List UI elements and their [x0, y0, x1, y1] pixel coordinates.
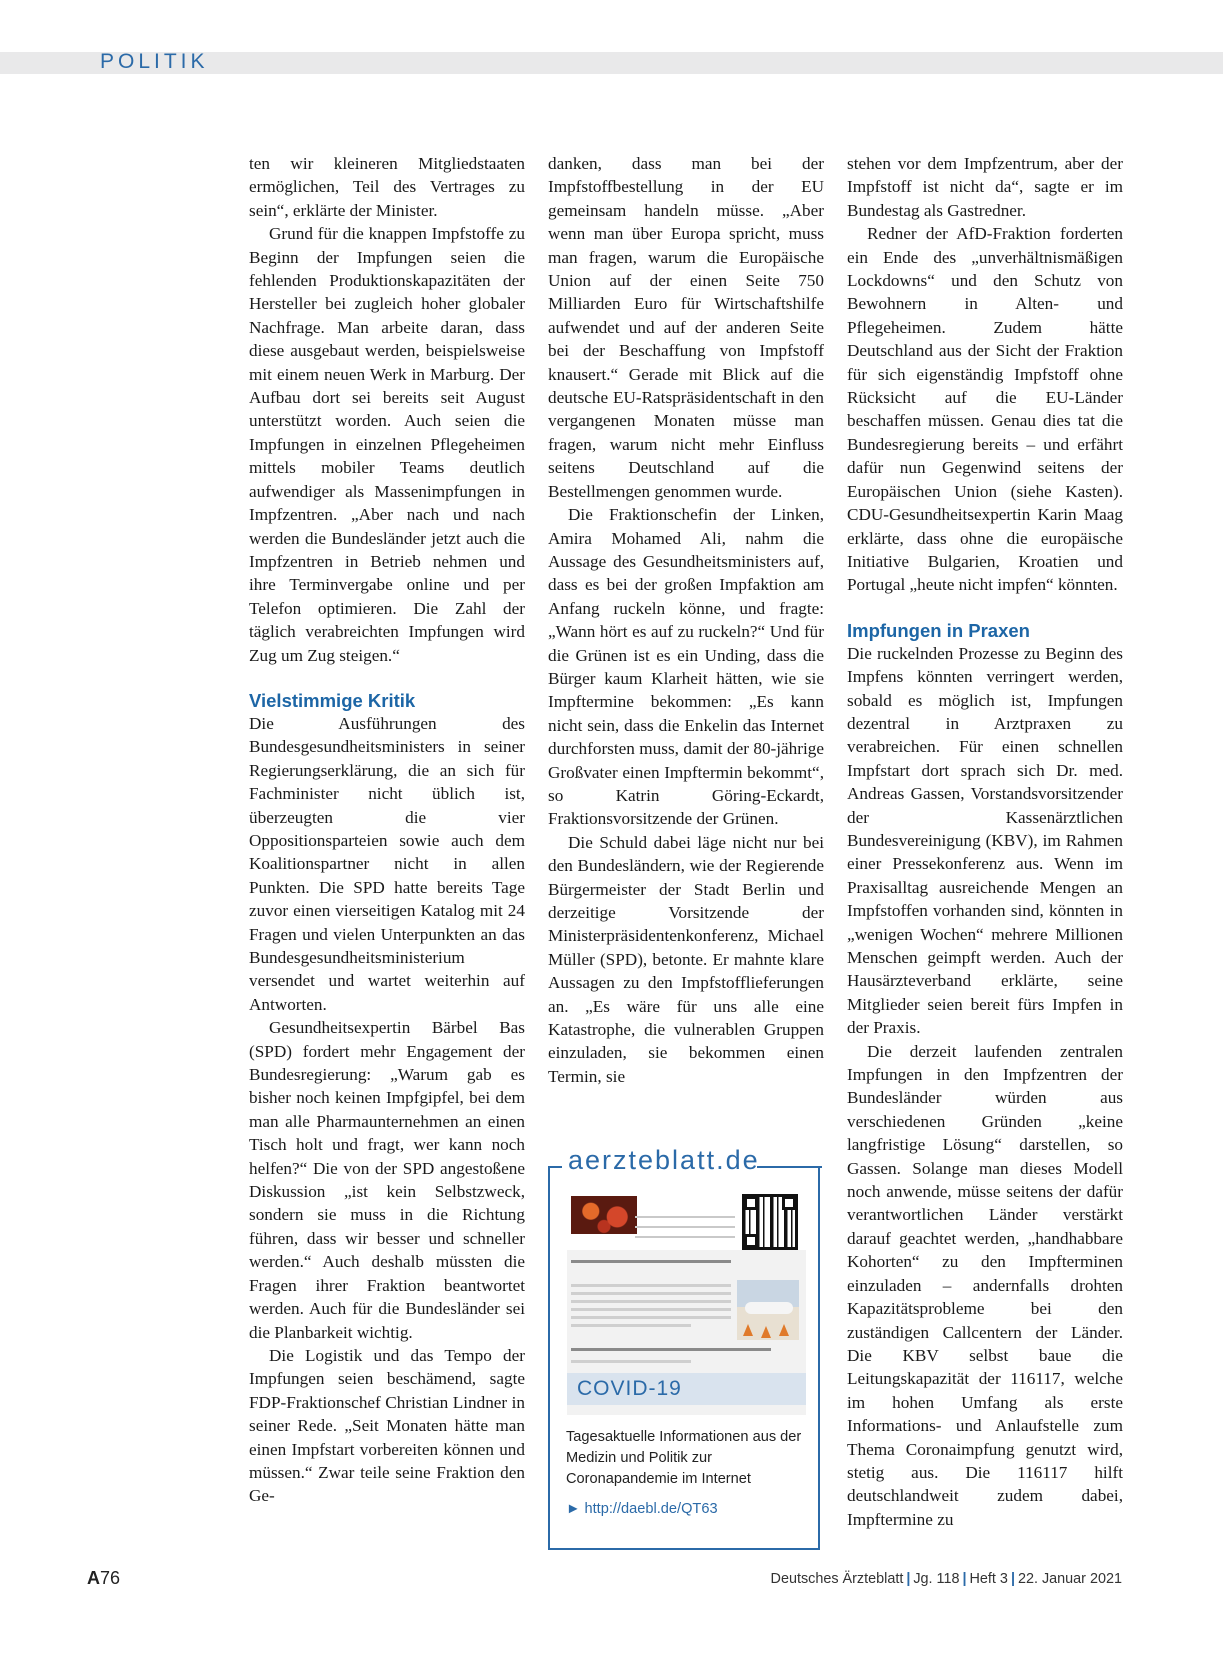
paragraph: Redner der AfD-Fraktion forderten ein Ende des „unverhältnismäßigen Lockdowns“ und den Schutz von Bewohnern in Alten- und Pflegeheimen. Zudem hätte Deutschland aus der Sicht der Fraktion für sich eigenständig Impfstoff ohne Rücksicht auf die EU-Länder beschaffen müssen. Genau dies tat die Bundesregierung bereits – und erfährt dafür nun Gegenwind seitens der Europäischen Union (siehe Kasten). CDU-Gesundheitsexpertin Karin Maag erklärte, dass ohne die europäische Initiative Bulgarien, Kroatien und Portugal „heute nicht impfen“ könnten.: [847, 224, 1123, 595]
subheading: Vielstimmige Kritik: [249, 689, 416, 711]
screenshot-text: [571, 1292, 731, 1295]
paragraph: stehen vor dem Impfzentrum, aber der Impfstoff ist nicht da“, sagte er im Bundestag als Gastredner.: [847, 154, 1123, 220]
qr-code-icon: [742, 1194, 798, 1250]
paragraph: Die Schuld dabei läge nicht nur bei den Bundesländern, wie der Regierende Bürgermeister der Stadt Berlin und derzeitige Vorsitzende der Ministerpräsidentenkonferenz, Michael Müller (SPD), betonte. Er mahnte klare Aussagen zu den Impfstofflieferungen an. „Es wäre für uns alle eine Katastrophe, die vulnerablen Gruppen einzuladen, sie bekommen einen Termin, sie: [548, 832, 824, 1086]
footer-citation: Deutsches Ärzteblatt | Jg. 118 | Heft 3 | 22. Januar 2021: [770, 1571, 1122, 1587]
traffic-cone-icon: [743, 1324, 753, 1336]
paragraph: Die Ausführungen des Bundesgesundheitsministers in seiner Regierungserklärung, die an sich für Fachminister nicht üblich ist, überzeugten die vier Oppositionsparteien sowie auch dem Koalitionspartner nicht in allen Punkten. Die SPD hatte bereits Tage zuvor einen vierseitigen Katalog mit 24 Fragen und vielen Unterpunkten an das Bundesgesundheitsministerium versendet und wartet weiterhin auf Antworten.: [249, 713, 525, 1014]
page-prefix: A: [87, 1568, 100, 1588]
traffic-cone-icon: [779, 1324, 789, 1336]
screenshot-line: [635, 1236, 735, 1238]
journal-issue: Heft 3: [969, 1571, 1008, 1587]
screenshot-text: [571, 1316, 731, 1319]
paragraph: Die ruckelnden Prozesse zu Beginn des Impfens könnten verringert werden, sobald es möglich ist, Impfungen dezentral in Arztpraxen zu verabreichen. Für einen schnellen Impfstart dort sprach sich Dr. med. Andreas Gassen, Vorstandsvorsitzender der Kassenärztlichen Bundesvereinigung (KBV), im Rahmen einer Pressekonferenz aus. Wenn im Praxisalltag ausreichende Mengen an Impfstoffen vorhanden sind, könnten in „wenigen Wochen“ mehrere Millionen Menschen geimpft werden. Auch der Hausärzteverband erklärte, seine Mitglieder seien bereit fürs Impfen in der Praxis.: [847, 643, 1123, 1038]
qr-marker: [782, 1196, 796, 1210]
qr-marker: [744, 1196, 758, 1210]
paragraph: Die Logistik und das Tempo der Impfungen seien beschämend, sagte FDP-Fraktionschef Christian Lindner in seiner Rede. „Seit Monaten hätte man einen Impfstart vorbereiten können und müssen.“ Zwar teile seine Fraktion den Ge-: [249, 1345, 525, 1506]
article-column-3: [847, 152, 1123, 1531]
promo-brand: aerzteblatt.de: [568, 1145, 760, 1175]
promo-link-url[interactable]: http://daebl.de/QT63: [584, 1501, 718, 1517]
screenshot-headline: [571, 1260, 731, 1263]
journal-volume: Jg. 118: [913, 1571, 960, 1587]
screenshot-text: [571, 1308, 731, 1311]
screenshot-headline: [571, 1348, 771, 1351]
screenshot-text: [571, 1300, 731, 1303]
promo-link[interactable]: [566, 1501, 718, 1517]
airplane-icon: [745, 1302, 793, 1314]
paragraph: ten wir kleineren Mitgliedstaaten ermöglichen, Teil des Vertrages zu sein“, erklärte der Minister.: [249, 154, 525, 220]
virus-image: [571, 1196, 637, 1234]
screenshot-covid-label: COVID-19: [567, 1373, 806, 1405]
section-label: POLITIK: [100, 50, 209, 73]
page-number: [87, 1568, 120, 1589]
screenshot-text: [571, 1360, 691, 1363]
screenshot-line: [635, 1226, 735, 1228]
screenshot-text: [571, 1324, 691, 1327]
arrow-right-icon: ►: [566, 1501, 581, 1517]
journal-name: Deutsches Ärzteblatt: [770, 1571, 904, 1587]
page-number-value: 76: [100, 1568, 121, 1588]
paragraph: Gesundheitsexpertin Bärbel Bas (SPD) fordert mehr Engagement der Bundesregierung: „Warum gab es bisher noch keinen Impfgipfel, bei dem man alle Pharmaunternehmen an einen Tisch holt und fragt, wer kann noch helfen?“ Die von der SPD angestoßene Diskussion „ist kein Selbstzweck, sondern sie muss in die Richtung führen, dass wir besser und schneller werden.“ Auch deshalb müssten die Fragen ihrer Fraktion beantwortet werden. Auch für die Bundesländer sei die Planbarkeit wichtig.: [249, 1018, 525, 1342]
article-column-1: [249, 152, 525, 1508]
subheading: Impfungen in Praxen: [847, 619, 1030, 641]
paragraph: danken, dass man bei der Impfstoffbestellung in der EU gemeinsam handeln müsse. „Aber wenn man über Europa spricht, muss man fragen, warum die Europäische Union auf der einen Seite 750 Milliarden Euro für Wirtschaftshilfe aufwendet und auf der anderen Seite bei der Beschaffung von Impfstoff knausert.“ Gerade mit Blick auf die deutsche EU-Ratspräsidentschaft in den vergangenen Monaten müsse man fragen, warum nicht mehr Einfluss seitens Deutschland auf die Bestellmengen genommen wurde.: [548, 154, 824, 501]
paragraph: Die derzeit laufenden zentralen Impfungen in den Impfzentren der Bundesländer würden aus verschiedenen Gründen „keine langfristige Lösung“ darstellen, so Gassen. Solange man dieses Modell noch anwende, müsse seitens der dafür verantwortlichen Länder verstärkt darauf geachtet werden, „handhabbare Kohorten“ zu den Impfterminen einzuladen – andernfalls drohten Kapazitätsprobleme bei den zuständigen Callcentern der Länder. Die KBV selbst baue die Leitungskapazität der 116117, welche im hohen Umfang als erste Informations- und Anlaufstelle zum Thema Coronaimpfung genutzt wird, stetig aus. Die 116117 hilft deutschlandweit zudem dabei, Impftermine zu: [847, 1041, 1123, 1529]
screenshot-line: [635, 1216, 735, 1218]
airplane-image: [737, 1280, 799, 1340]
article-column-2: [548, 152, 824, 1088]
screenshot-text: [571, 1284, 731, 1287]
qr-marker: [744, 1234, 758, 1248]
promo-description: Tagesaktuelle Informationen aus der Medizin und Politik zur Coronapandemie im Internet: [566, 1429, 802, 1487]
issue-date: 22. Januar 2021: [1017, 1571, 1122, 1587]
paragraph: Die Fraktionschefin der Linken, Amira Mohamed Ali, nahm die Aussage des Gesundheitsministers auf, dass es bei der großen Impfaktion am Anfang ruckeln könne, und fragte: „Wann hört es auf zu ruckeln?“ Und für die Grünen ist es ein Unding, dass die Bürger kaum Klarheit hätten, wie sie Impftermine bekommen: „Es kann nicht sein, dass die Enkelin das Internet durchforsten muss, damit der 80-jährige Großvater einen Impftermin bekommt“, so Katrin Göring-Eckardt, Fraktionsvorsitzende der Grünen.: [548, 505, 824, 829]
promo-box-border: [548, 1166, 562, 1168]
website-screenshot: [567, 1188, 806, 1415]
paragraph: Grund für die knappen Impfstoffe zu Beginn der Impfungen seien die fehlenden Produktionskapazitäten der Hersteller bei zugleich hoher globaler Nachfrage. Man arbeite daran, dass diese ausgebaut werden, beispielsweise mit einem neuen Werk in Marburg. Der Aufbau dort sei bereits seit August unterstützt worden. Auch seien die Impfungen in einzelnen Pflegeheimen mittels mobiler Teams deutlich aufwendiger als Massenimpfungen in Impfzentren. „Aber nach und nach werden die Bundesländer jetzt auch die Impfzentren in Betrieb nehmen und ihre Terminvergabe online und per Telefon optimieren. Die Zahl der täglich verabreichten Impfungen wird Zug um Zug steigen.“: [249, 224, 525, 665]
traffic-cone-icon: [761, 1326, 771, 1338]
promo-box-border: [757, 1166, 822, 1168]
screenshot-header: [567, 1188, 806, 1250]
